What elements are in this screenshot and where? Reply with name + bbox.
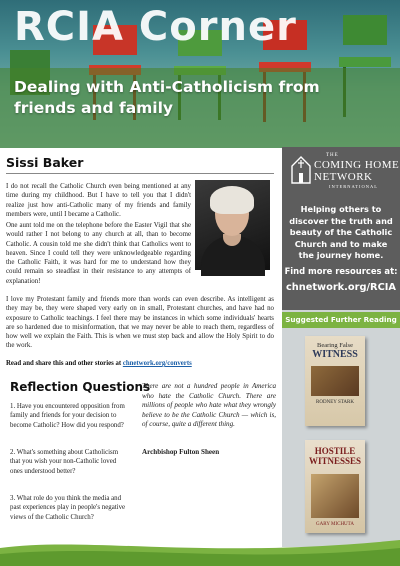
- sheen-quote: There are not a hundred people in America who hate the Catholic Church. There are millions of people who hate what they wrongly believe to be the Catholic Church — which is, of course, quite a different thing.: [142, 382, 276, 429]
- reflection-question: 2. What's something about Catholicism that you wish your non-Catholic loved ones understood better?: [10, 449, 119, 475]
- suggested-reading-header: Suggested Further Reading: [282, 312, 400, 328]
- house-logo-icon: [291, 156, 311, 184]
- book-cover-art: [311, 474, 359, 518]
- book-author: GARY MICHUTA: [316, 522, 354, 527]
- reflection-title: Reflection Questions: [10, 380, 151, 394]
- read-more-line: [6, 360, 276, 367]
- reflection-question: 1. Have you encountered opposition from family and friends for your decision to become Catholic? How did you respond?: [10, 403, 125, 429]
- find-resources-label: Find more resources at:: [284, 266, 398, 276]
- book-title: WITNESS: [312, 349, 358, 360]
- logo-line1: COMING HOME: [314, 159, 400, 171]
- reflection-question: 3. What role do you think the media and past experiences play in people's negative views of the Catholic Church?: [10, 495, 126, 521]
- rcia-link[interactable]: chnetwork.org/RCIA: [285, 282, 397, 293]
- author-name: Sissi Baker: [6, 155, 84, 170]
- book-subtitle: Bearing False: [317, 342, 353, 349]
- book-hostile-witnesses[interactable]: [305, 440, 365, 533]
- article-paragraph: I love my Protestant family and friends more than words can even describe. As intelligent as they may be, they were shaped very early on in small, Protestant churches, and have had no exposure to Catholic teachings. I feel there may be instances in which some individuals' hearts are so hardened due to misinformation, that we may never be able to reach them, regardless of how well we explain the Faith. This is when we must step back and allow the Holy Spirit to do the work.: [6, 296, 274, 350]
- page-title: RCIA Corner: [14, 4, 297, 50]
- page-subtitle: Dealing with Anti-Catholicism from friends and family: [14, 78, 320, 117]
- book-title: HOSTILE WITNESSES: [308, 446, 362, 466]
- book-bearing-false-witness[interactable]: [305, 336, 365, 426]
- logo-international: INTERNATIONAL: [329, 184, 378, 189]
- tagline: Helping others to discover the truth and beauty of the Catholic Church and to make the journey home.: [289, 204, 393, 260]
- logo-the: THE: [326, 153, 339, 158]
- divider: [6, 173, 274, 174]
- author-photo: [195, 180, 270, 270]
- book-author: RODNEY STARK: [316, 400, 354, 405]
- read-more-label: Read and share this and other stories at: [6, 360, 123, 367]
- converts-link[interactable]: chnetwork.org/converts: [122, 360, 192, 367]
- footer-wave: [0, 534, 400, 566]
- logo-line2: NETWORK: [314, 171, 373, 183]
- article-paragraph: One aunt told me on the telephone before the Easter Vigil that she would rather I not belong to any church at all, than to become Catholic. A cousin told me she didn't think that Catholics went to heaven. Since I could tell they were unknowledgeable regarding the Catholic Faith, it was hard for me to understand how they could remain so steadfast in their resistance to any attempts of explanation!: [6, 222, 191, 285]
- article-paragraph: I do not recall the Catholic Church even being mentioned at any time during my childhood. But I have to tell you that I didn't realize just how anti-Catholic many of my friends and family members were, until I became a Catholic.: [6, 183, 191, 218]
- quote-author: Archbishop Fulton Sheen: [142, 448, 220, 456]
- book-cover-art: [311, 366, 359, 396]
